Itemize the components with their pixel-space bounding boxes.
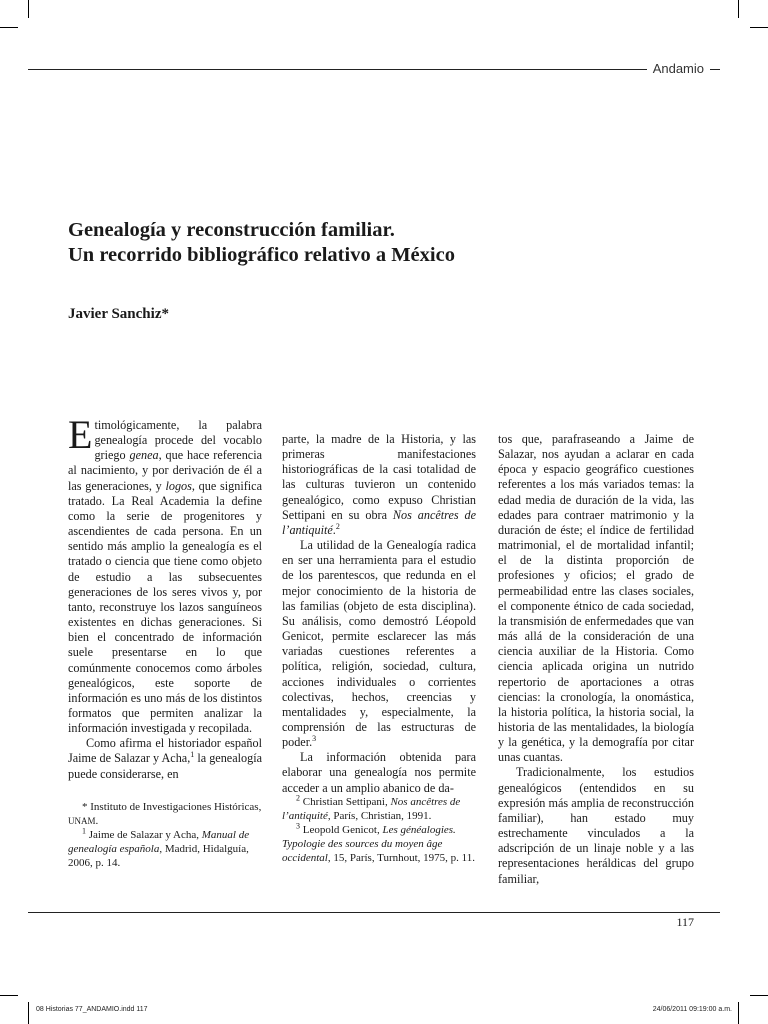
article-author: Javier Sanchiz* [68, 306, 169, 322]
title-line: Un recorrido bibliográfico relativo a México [68, 244, 455, 266]
footnote-ref: 2 [335, 521, 340, 531]
text-run: . [95, 815, 99, 827]
crop-mark [28, 1002, 29, 1024]
italic-title: Les généalogies. Typologie des sources du moyen âge occidental [282, 824, 456, 864]
paragraph: La información obtenida para elaborar una genealogía nos permite acceder a un amplio abanico de da- [282, 750, 476, 795]
text-run: La utilidad de la Genealogía radica en ser una herramienta para el estudio de los parentescos, que redunda en el mejor conocimiento de la historia de las familias (objeto de esta disciplina). Su análisis, como demostró Léopold Genicot, permite esclarecer las más variadas cuestiones referentes a política, religión, sociedad, cultura, acciones individuales o corrientes colectivas, hechos, creencias y mentalidades y, especialmente, la comprensión de las estructuras de poder. [282, 538, 476, 750]
crop-mark [750, 995, 768, 996]
title-line: Genealogía y reconstrucción familiar. [68, 219, 395, 241]
paragraph [68, 736, 262, 781]
running-header: Andamio [647, 61, 710, 76]
text-run: timológicamente, la palabra genealogía procede del vocablo griego [94, 418, 262, 463]
italic-title: Manual de genealogía española [68, 829, 250, 855]
text-run: , 15, París, Turnhout, 1975, p. 11. [327, 852, 476, 864]
italic-title: Nos ancêtres de l’antiquité [282, 507, 476, 537]
crop-mark [0, 27, 18, 28]
print-slug-left: 08 Historias 77_ANDAMIO.indd 117 [36, 1006, 148, 1013]
crop-mark [750, 27, 768, 28]
crop-mark [0, 995, 18, 996]
footnotes-middle [282, 795, 478, 865]
footnote [282, 795, 478, 823]
text-run: , que hace referencia al nacimiento, y por derivación de él a las generaciones, y [68, 448, 262, 493]
paragraph [282, 538, 476, 750]
paragraph [282, 432, 476, 538]
footnote [68, 828, 264, 870]
text-column-3 [498, 432, 694, 887]
drop-cap: E [68, 412, 93, 457]
text-run: , París, Christian, 1991. [327, 810, 432, 822]
text-column-1 [68, 412, 262, 782]
text-run: Como afirma el historiador español Jaime de Salazar y Acha, [68, 736, 262, 766]
italic-term: genea [129, 448, 159, 463]
footnotes-left [68, 800, 264, 870]
footnote-number: 1 [82, 826, 86, 836]
italic-title: Nos ancêtres de l’antiquité [282, 796, 461, 822]
article-title [68, 218, 728, 268]
small-caps: UNAM [68, 816, 96, 826]
crop-mark [738, 0, 739, 18]
text-column-2 [282, 432, 476, 796]
text-run: Jaime de Salazar y Acha, [86, 829, 202, 841]
header-rule [28, 69, 720, 70]
italic-term: logos [165, 478, 192, 493]
crop-mark [28, 0, 29, 18]
text-run: la genealogía puede considerarse, en [68, 751, 262, 781]
paragraph: Tradicionalmente, los estudios genealógicos (entendidos en su expresión más amplia de reconstrucción familiar), han estado muy estrechamente vinculados a la adscripción de un linaje noble y a las representaciones heráldicas del grupo familiar, [498, 765, 694, 886]
print-slug-right: 24/06/2011 09:19:00 a.m. [652, 1006, 732, 1013]
footnote [68, 800, 264, 828]
text-run: , que significa tratado. La Real Academia la define como la serie de progenitores y ascendientes de cada persona. En un sentido más amplio la genealogía es el tratado o ciencia que tiene como objeto de estudio a las subsecuentes generaciones de los seres vivos y, por tanto, reconstruye los lazos sanguíneos existentes en dichas generaciones. Si bien el concentrado de información suele presentarse en lo que comúnmente conocemos como árboles genealógicos, este soporte de información es uno más de los distintos formatos que permiten analizar la información investigada y recopilada. [68, 478, 262, 736]
footnote [282, 823, 478, 865]
text-run: Leopold Genicot, [300, 824, 383, 836]
text-run: Instituto de Investigaciones Históricas, [87, 801, 262, 813]
text-run: , Madrid, Hidalguía, 2006, p. 14. [68, 843, 249, 869]
text-run: Christian Settipani, [300, 796, 391, 808]
crop-mark [738, 1002, 739, 1024]
text-run: parte, la madre de la Historia, y las primeras manifestaciones historiográficas de la casi totalidad de las culturas tuvieron un contenido genealógico, como expuso Christian Settipani en su obra [282, 432, 476, 522]
footnote-mark: * [82, 801, 88, 813]
footer-rule [28, 912, 720, 913]
text-run: . [332, 522, 336, 537]
footnote-number: 2 [296, 793, 300, 803]
page-number: 117 [676, 915, 694, 929]
paragraph: tos que, parafraseando a Jaime de Salazar, nos ayudan a aclarar en cada época y espacio geográfico cuestiones referentes a los más variados temas: la edad media de duración de la vida, las edades para contraer matrimonio y la duración de éste; el índice de fertilidad matrimonial, el de mortalidad infantil; el de la distinta proporción de profesiones y oficios; el grado de permeabilidad entre las clases sociales, el componente étnico de cada sociedad, la transmisión de enfermedades que van más allá de la consideración de una ciencia auxiliar de la Historia. Como ciencia aplicada origina un nutrido repertorio de aportaciones a otras ciencias: la cronología, la onomástica, la historia política, la historia social, la historia de las mentalidades, la biología y la genética, y la demografía por citar unas cuantas. [498, 432, 694, 765]
footnote-ref: 1 [190, 750, 195, 760]
footnote-number: 3 [296, 821, 300, 831]
footnote-ref: 3 [312, 734, 317, 744]
paragraph [68, 412, 262, 736]
